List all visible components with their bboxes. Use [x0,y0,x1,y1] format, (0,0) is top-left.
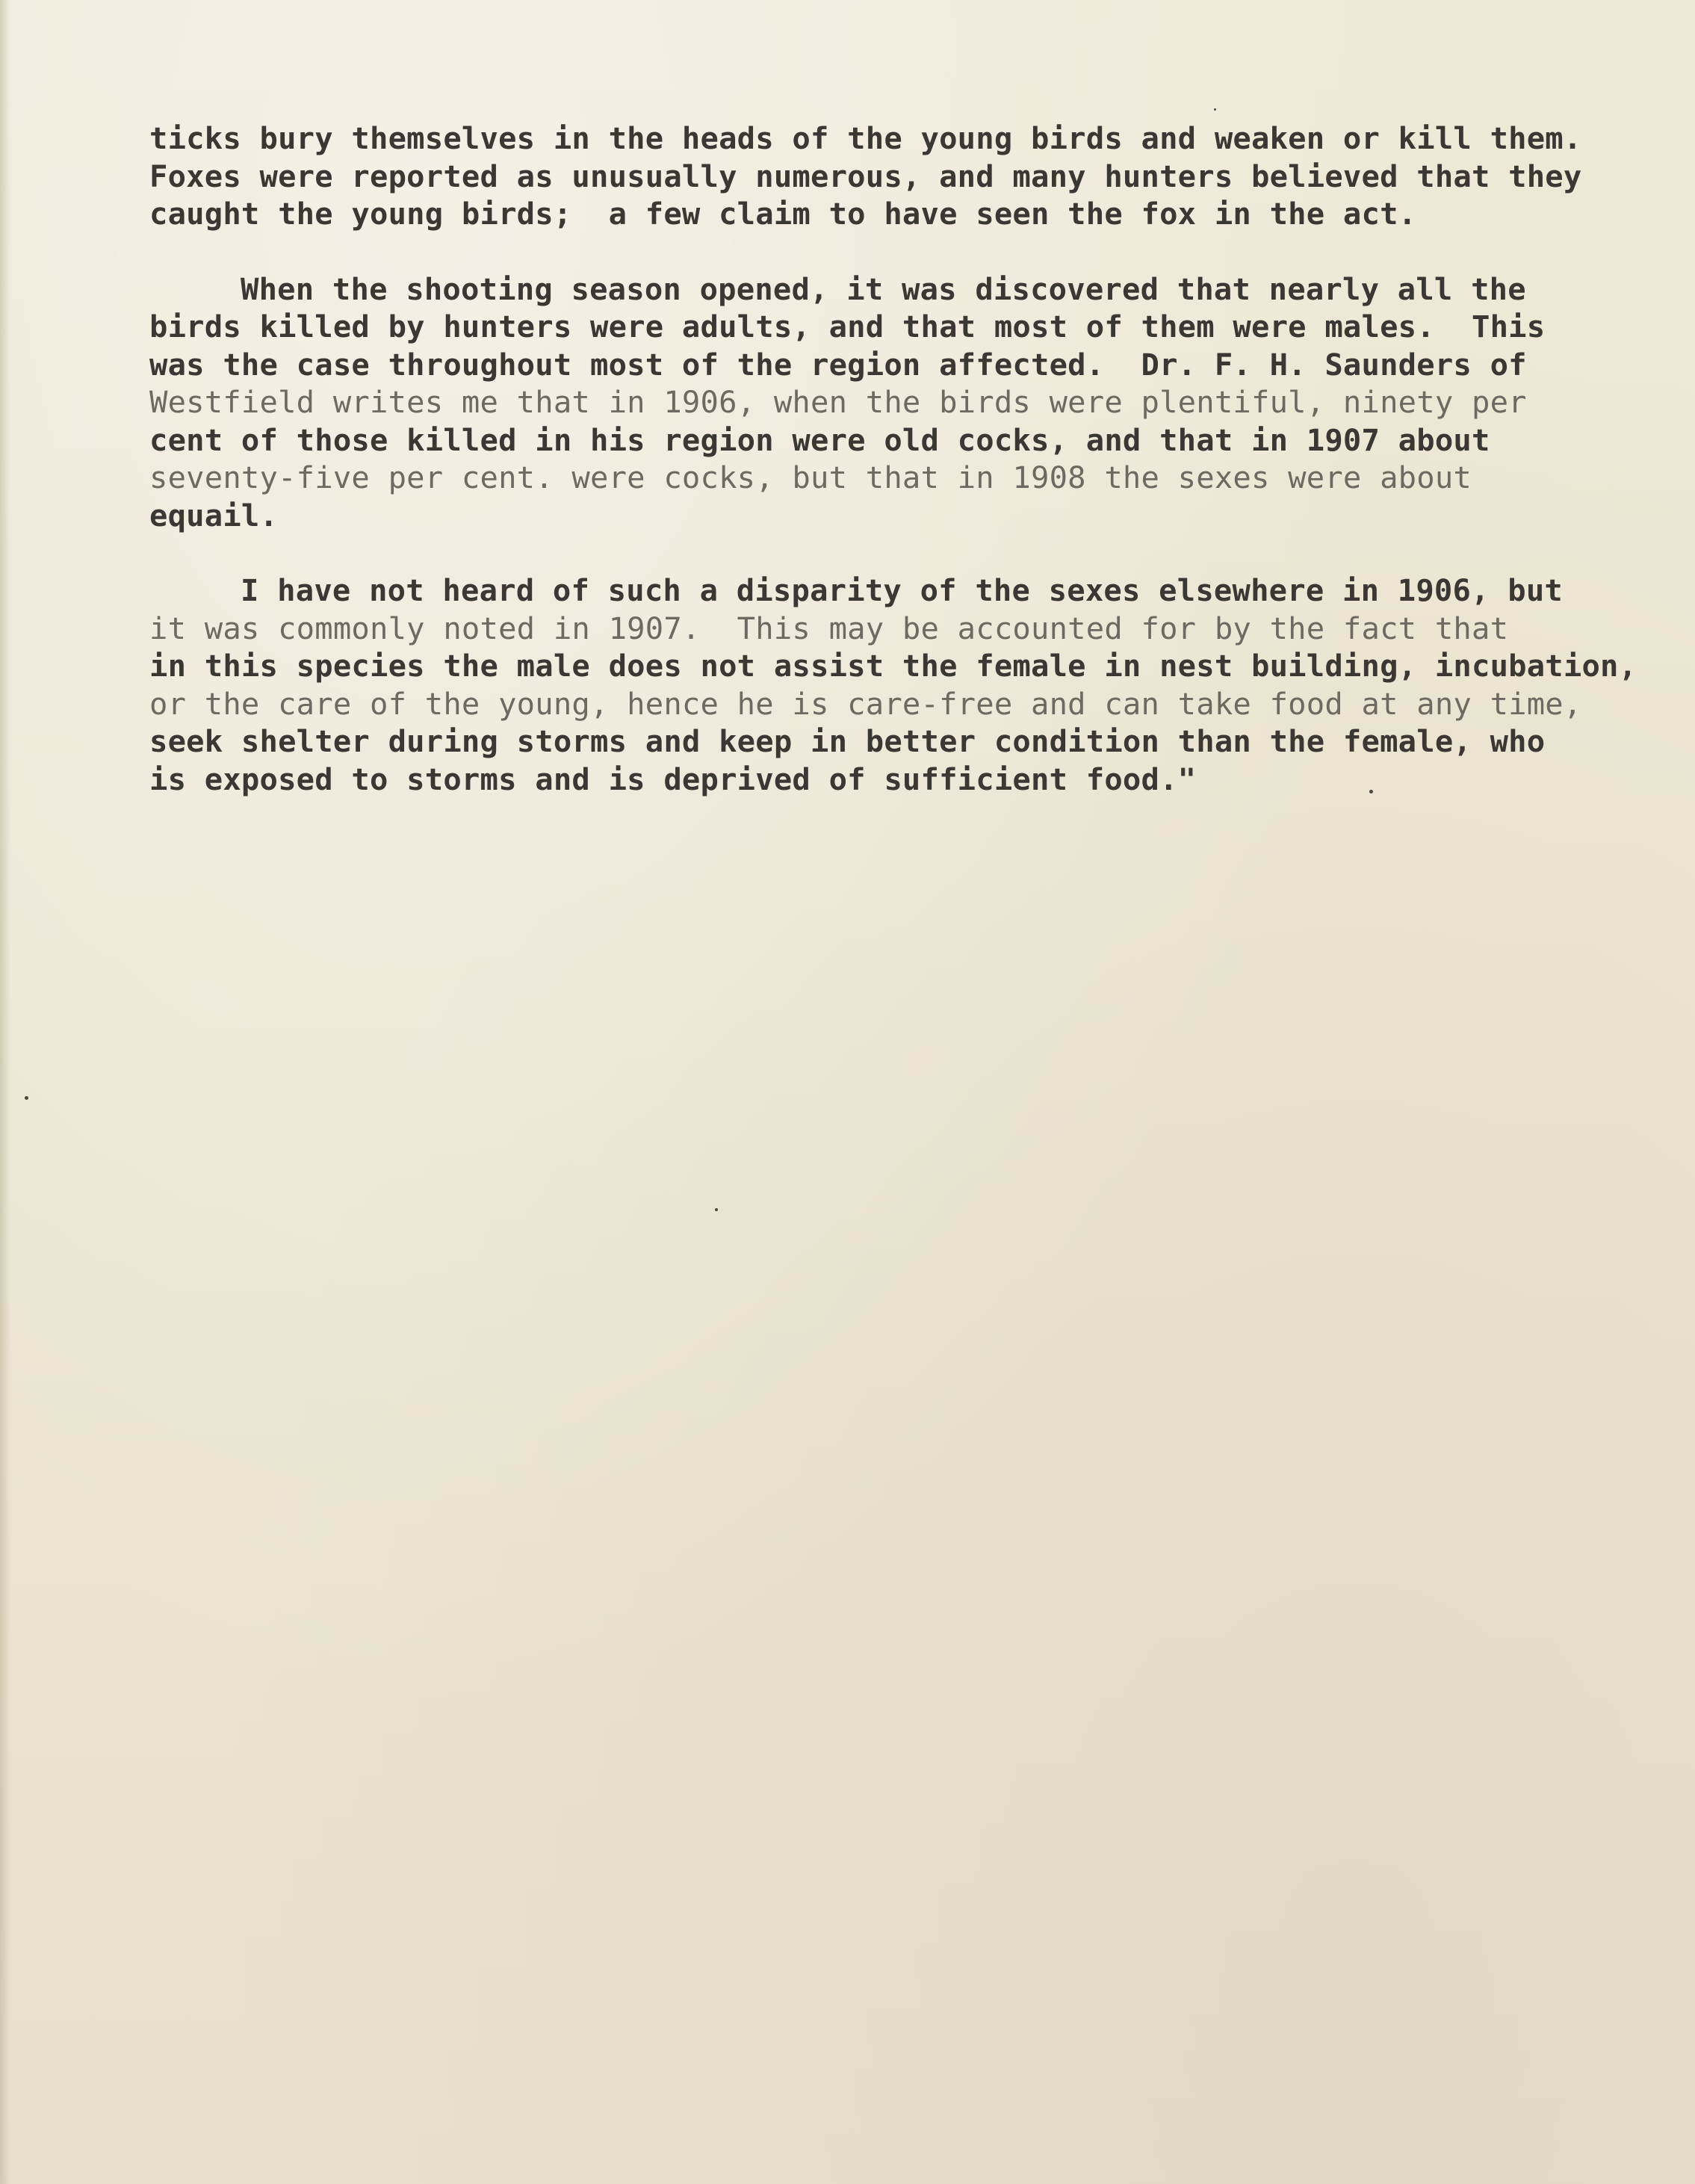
text-line: seek shelter during storms and keep in better condition than the female, who [149,723,1546,759]
ink-speck [715,1208,718,1211]
text-line: ticks bury themselves in the heads of the young birds and weaken or kill them. [149,120,1582,156]
text-line: I have not heard of such a disparity of the sexes elsewhere in 1906, but [241,572,1563,608]
text-line: in this species the male does not assist the female in nest building, incubation, [149,648,1637,684]
text-line: cent of those killed in his region were old cocks, and that in 1907 about [149,421,1490,458]
paragraph-2 [149,270,1636,535]
text-line: it was commonly noted in 1907. This may be accounted for by the fact that [149,610,1509,646]
text-line: caught the young birds; a few claim to have seen the fox in the act. [149,196,1417,232]
paragraph-3 [149,572,1636,798]
text-line: Westfield writes me that in 1906, when the birds were plentiful, ninety per [149,384,1527,420]
text-line: is exposed to storms and is deprived of sufficient food." [149,761,1197,797]
paper-edge-shadow [0,0,10,2184]
ink-speck [25,1096,28,1100]
text-line: When the shooting season opened, it was discovered that nearly all the [241,270,1526,307]
ink-speck [1369,790,1373,794]
paragraph-1 [149,120,1636,233]
text-line: Foxes were reported as unusually numerous, and many hunters believed that they [149,158,1582,194]
ink-speck [1214,108,1216,111]
text-line: equail. [149,497,279,533]
typewritten-text [149,120,1636,835]
text-line: birds killed by hunters were adults, and that most of them were males. This [149,309,1546,344]
text-line: or the care of the young, hence he is care-free and can take food at any time, [149,685,1582,722]
text-line: was the case throughout most of the region affected. Dr. F. H. Saunders of [149,346,1527,383]
text-line: seventy-five per cent. were cocks, but that in 1908 the sexes were about [149,460,1472,495]
